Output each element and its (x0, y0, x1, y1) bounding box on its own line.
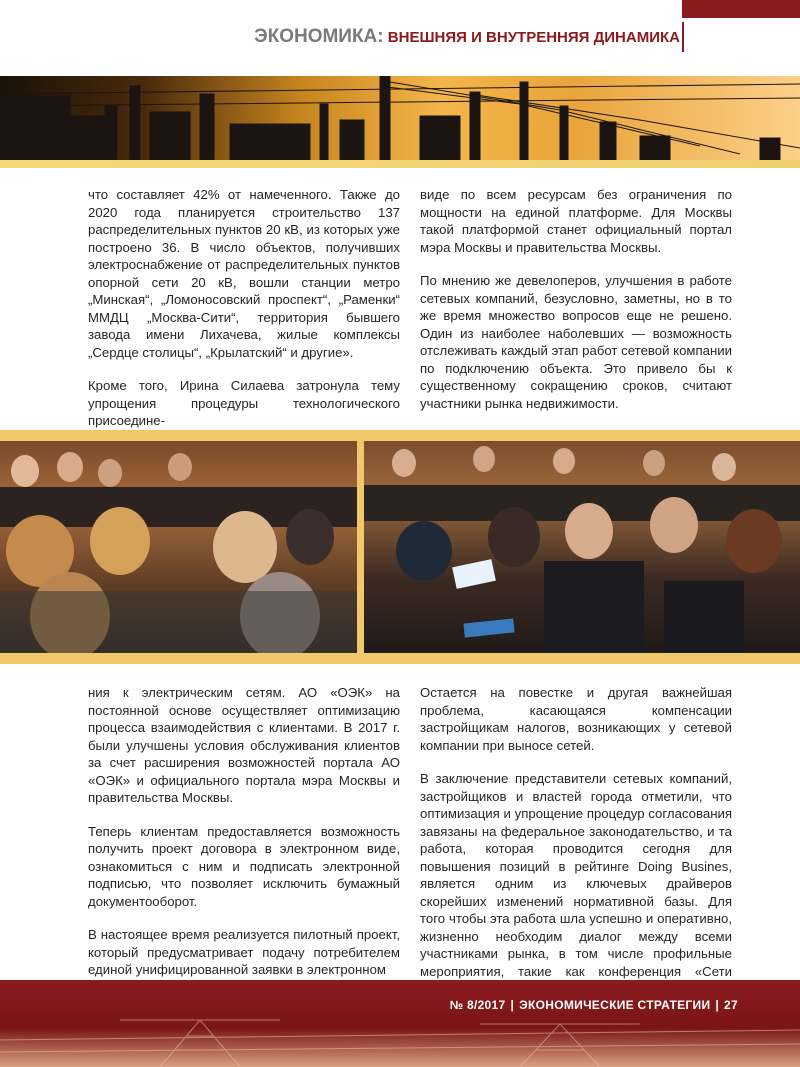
paragraph: ния к электрическим сетям. АО «ОЭК» на постоянной основе осуществляет оптимизацию процесса взаимодействия с клиентами. В 2017 г. были улучшены условия обслуживания клиентов за счет расширения возможностей портала АО «ОЭК» и официального портала мэра Москвы и правительства Москвы. (88, 685, 400, 805)
paragraph: В настоящее время реализуется пилотный проект, который предусматривает подачу потребителем единой унифицированной заявки в электронном (88, 927, 400, 977)
footer-caption (450, 998, 738, 1012)
paragraph: По мнению же девелоперов, улучшения в работе сетевых компаний, безусловно, заметны, но в то же время множество вопросов еще не решено. Один из наиболее наболевших — возможность отслеживать каждый этап работ сетевой компании по подключению объекта. Это привело бы к существенному сокращению сроков, считают участники рынка недвижимости. (420, 273, 732, 411)
section-title-prefix: ЭКОНОМИКА: (254, 26, 384, 47)
text-column-3 (88, 684, 400, 979)
paragraph: Теперь клиентам предоставляется возможность получить проект договора в электронном виде, ознакомиться с ним и подписать электронной подписью, что позволяет исключить бумажный документооборот. (88, 823, 400, 909)
footer-separator: | (510, 998, 515, 1012)
footer-pylon-silhouette (0, 980, 800, 1067)
footer-band (0, 980, 800, 1067)
page-number: 27 (724, 998, 738, 1012)
audience-silhouettes-right (364, 441, 800, 653)
conference-audience-photo-right (364, 441, 800, 653)
paragraph: что составляет 42% от намеченного. Также до 2020 года планируется строительство 137 распределительных пунктов 20 кВ, из которых уже построено 36. В число объектов, получивших электроснабжение от распределительных пунктов опорной сети 20 кВ, вошли станции метро „Минская“, „Ломоносовский проспект“, „Раменки“ ММДЦ „Москва-Сити“, территория бывшего завода имени Лихачева, жилые комплексы „Сердце столицы“, „Крылатский“ и другие». (88, 187, 400, 360)
footer-separator: | (715, 998, 720, 1012)
banner-strip (0, 160, 800, 168)
paragraph: Остается на повестке и другая важнейшая проблема, касающаяся компенсации застройщикам налогов, возникающих у сетевой компании при выносе сетей. (420, 685, 732, 753)
paragraph: Кроме того, Ирина Силаева затронула тему упрощения процедуры технологического присоедине- (88, 378, 400, 428)
power-lines-silhouette (0, 76, 800, 160)
section-title-rule (682, 22, 684, 52)
header-accent-block (682, 0, 800, 18)
text-column-2 (420, 186, 732, 412)
power-lines-banner (0, 76, 800, 160)
text-column-1 (88, 186, 400, 430)
audience-silhouettes-left (0, 441, 357, 653)
conference-audience-photo-left (0, 441, 357, 653)
text-column-4 (420, 684, 732, 998)
paragraph: виде по всем ресурсам без ограничения по мощности на единой платформе. Для Москвы такой платформой станет официальный портал мэра Москвы и правительства Москвы. (420, 187, 732, 255)
magazine-name: ЭКОНОМИЧЕСКИЕ СТРАТЕГИИ (519, 998, 711, 1012)
paragraph: В заключение представители сетевых компаний, застройщиков и властей города отметили, что оптимизация и упрощение процедур согласования завязаны на федеральное законодательство, и та работа, которая проводится сегодня для повышения позиций в рейтинге Doing Busines, является одним из ключевых драйверов скорейших изменений нормативной базы. Для того чтобы эта работа шла успешно и оперативно, жизненно необходим диалог между всеми участниками рынка, в том числе профильные мероприятия, такие как конференция «Сети (420, 771, 732, 979)
section-title-text: ВНЕШНЯЯ И ВНУТРЕННЯЯ ДИНАМИКА (383, 29, 680, 46)
section-title (254, 26, 680, 52)
issue-number: № 8/2017 (449, 998, 506, 1012)
header-bar (0, 0, 800, 18)
